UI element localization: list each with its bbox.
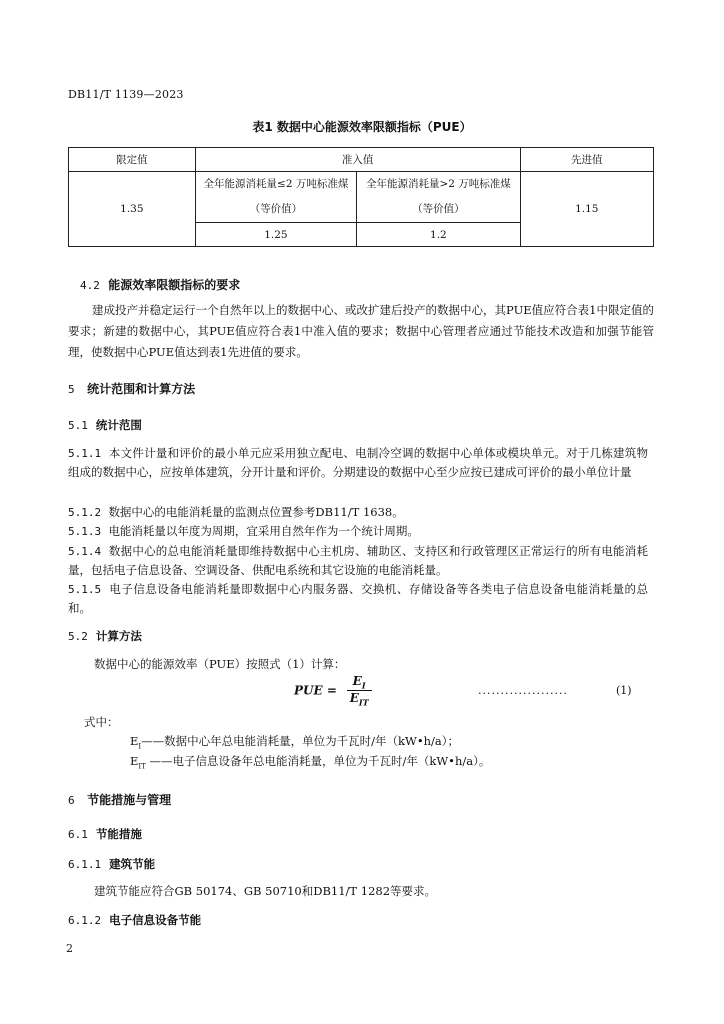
table-subheader-le: 全年能源消耗量≤2 万吨标准煤（等价值） [195,172,356,223]
section-6-heading: 6 节能措施与管理 [68,793,172,807]
formula-number: (1) [616,684,632,697]
definition-ei: $E_I——$数据中心年总电能消耗量，单位为千瓦时/年（kW•h/a）； [130,734,460,751]
formula-intro: 数据中心的能源效率（PUE）按照式（1）计算： [94,657,346,671]
section-6-1-1-paragraph: 建筑节能应符合GB 50174、GB 50710和DB11/T 1282等要求。 [94,884,437,898]
formula-lhs: PUE = [294,683,337,698]
pue-formula [294,674,372,708]
clause-5-1-1: 5.1.1 本文件计量和评价的最小单元应采用独立配电、电制冷空调的数据中心单体或模块单元。对于几栋建筑物组成的数据中心，应按单体建筑，分开计量和评价。分期建设的数据中心至少应按已建成可评价的最小单位计量 [68,446,648,479]
document-code-header: DB11/T 1139—2023 [68,88,184,101]
formula-denominator: $E_{IT}$ [349,691,369,708]
table-cell-entry-gt-value: 1.2 [357,223,520,247]
clause-5-1-2: 5.1.2 数据中心的电能消耗量的监测点位置参考DB11/T 1638。 [68,505,404,519]
table-header-entry: 准入值 [195,148,520,172]
table-cell-entry-le-value: 1.25 [195,223,356,247]
section-6-1-2-heading: 6.1.2 电子信息设备节能 [68,913,202,927]
section-6-1-heading: 6.1 节能措施 [68,827,142,841]
formula-numerator: $E_I$ [347,674,372,691]
table-cell-advanced-value: 1.15 [520,172,653,247]
section-5-2-heading: 5.2 计算方法 [68,629,142,643]
clause-5-1-4: 5.1.4 数据中心的总电能消耗量即维持数据中心主机房、辅助区、支持区和行政管理区正常运行的所有电能消耗量，包括电子信息设备、空调设备、供配电系统和其它设施的电能消耗量。 [68,544,648,577]
definition-eit: $E_{IT}$ ——电子信息设备年总电能消耗量，单位为千瓦时/年（kW•h/a）。 [130,754,491,771]
section-4-2-paragraph: 建成投产并稳定运行一个自然年以上的数据中心、或改扩建后投产的数据中心，其PUE值应符合表1中限定值的要求；新建的数据中心，其PUE值应符合表1中准入值的要求；数据中心管理者应通过节能技术改造和加强节能管理，使数据中心PUE值达到表1先进值的要求。 [68,303,654,359]
table-subheader-gt: 全年能源消耗量>2 万吨标准煤（等价值） [357,172,520,223]
formula-leader-dots: .................... [478,684,568,697]
clause-5-1-3: 5.1.3 电能消耗量以年度为周期，宜采用自然年作为一个统计周期。 [68,524,419,538]
section-4-2-heading: 4.2 能源效率限额指标的要求 [80,278,241,292]
clause-5-1-5: 5.1.5 电子信息设备电能消耗量即数据中心内服务器、交换机、存储设备等各类电子信息设备电能消耗量的总和。 [68,582,649,615]
table-title: 表1 数据中心能源效率限额指标（PUE） [252,120,472,134]
table-cell-limit-value: 1.35 [69,172,196,247]
formula-fraction [347,674,372,708]
section-6-1-1-heading: 6.1.1 建筑节能 [68,857,156,871]
formula-where-label: 式中： [84,715,119,729]
section-5-1-heading: 5.1 统计范围 [68,418,142,432]
section-5-heading: 5 统计范围和计算方法 [68,382,196,396]
table-header-advanced: 先进值 [520,148,653,172]
page-number: 2 [66,942,73,955]
pue-limit-table [68,147,654,247]
table-header-limit: 限定值 [69,148,196,172]
